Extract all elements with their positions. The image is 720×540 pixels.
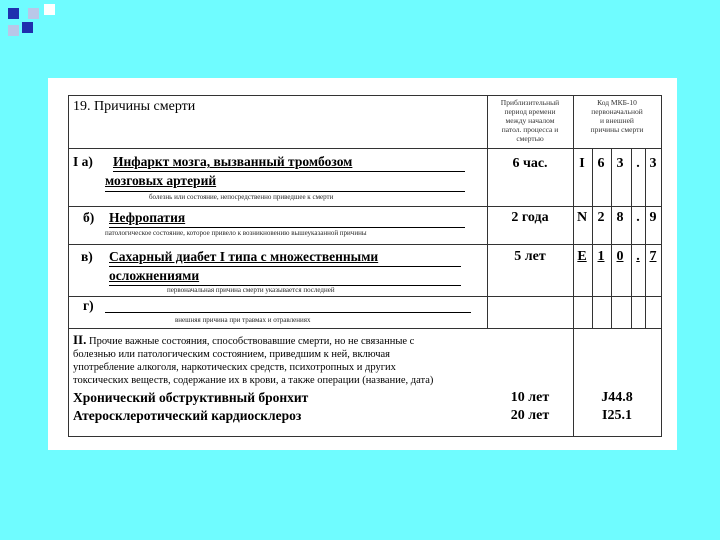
row-label: б) [83,210,95,225]
death-certificate-form [68,95,662,437]
icd-code-char: 3 [616,156,624,171]
other-diagnosis: Хронический обструктивный бронхит [73,390,309,405]
icd-code-char: 7 [649,249,657,264]
icd-code-char: . [636,156,640,171]
icd-code-char: 1 [597,249,605,264]
icd-code-char: . [636,249,640,264]
deco-square [28,8,39,19]
field-note: патологическое состояние, которое привело к возникновению вышеуказанной причины [105,229,367,237]
form-card [48,78,677,450]
section-title: 19. Причины смерти [73,99,196,114]
icd-code-column-header: Код МКБ-10 первоначальной и внешней причины смерти [590,98,644,134]
icd-code-char: 2 [597,210,605,225]
icd-code-char: N [576,210,588,225]
field-note: внешняя причина при травмах и отравлениях [175,316,311,324]
icd-code-char: 6 [597,156,605,171]
deco-square [44,4,55,15]
icd-code: J44.8 [601,390,633,405]
icd-code-char: 9 [649,210,657,225]
icd-code: I25.1 [602,408,632,423]
period-value: 20 лет [510,408,550,423]
icd-code-char: E [577,249,587,264]
period-value: 10 лет [510,390,550,405]
row-label: в) [81,249,93,264]
icd-code-char: 3 [649,156,657,171]
cause-text: осложнениями [109,268,200,283]
deco-square [22,22,33,33]
icd-code-char: 8 [616,210,624,225]
period-value: 6 час. [512,156,548,171]
icd-code-char: I [579,156,585,171]
cause-text: мозговых артерий [105,173,217,188]
deco-square [8,25,19,36]
period-column-header: Приблизительный период времени между началом патол. процесса и смертью [500,98,560,143]
corner-decoration [0,0,70,45]
field-note: болезнь или состояние, непосредственно приведшее к смерти [149,193,334,201]
cause-text: Инфаркт мозга, вызванный тромбозом [113,154,353,169]
deco-square [8,8,19,19]
cause-text: Сахарный диабет I типа с множественными [109,249,379,264]
period-value: 2 года [511,210,549,225]
row-label: г) [83,298,94,313]
icd-code-char: . [636,210,640,225]
field-note: первоначальная причина смерти указывается последней [167,286,335,294]
other-diagnosis: Атеросклеротический кардиосклероз [73,408,302,423]
icd-code-char: 0 [616,249,624,264]
period-value: 5 лет [514,249,546,264]
part-two-description: II. Прочие важные состояния, способствовавшие смерти, но не связанные с болезнью или патологическим состоянием, приведшим к ней, включая употребление алкоголя, наркотических средств, психотропных и других токсических веществ, содержание их в крови, а также операции (название, дата) [73,332,434,386]
row-label: I а) [73,154,93,169]
cause-text: Нефропатия [109,210,186,225]
